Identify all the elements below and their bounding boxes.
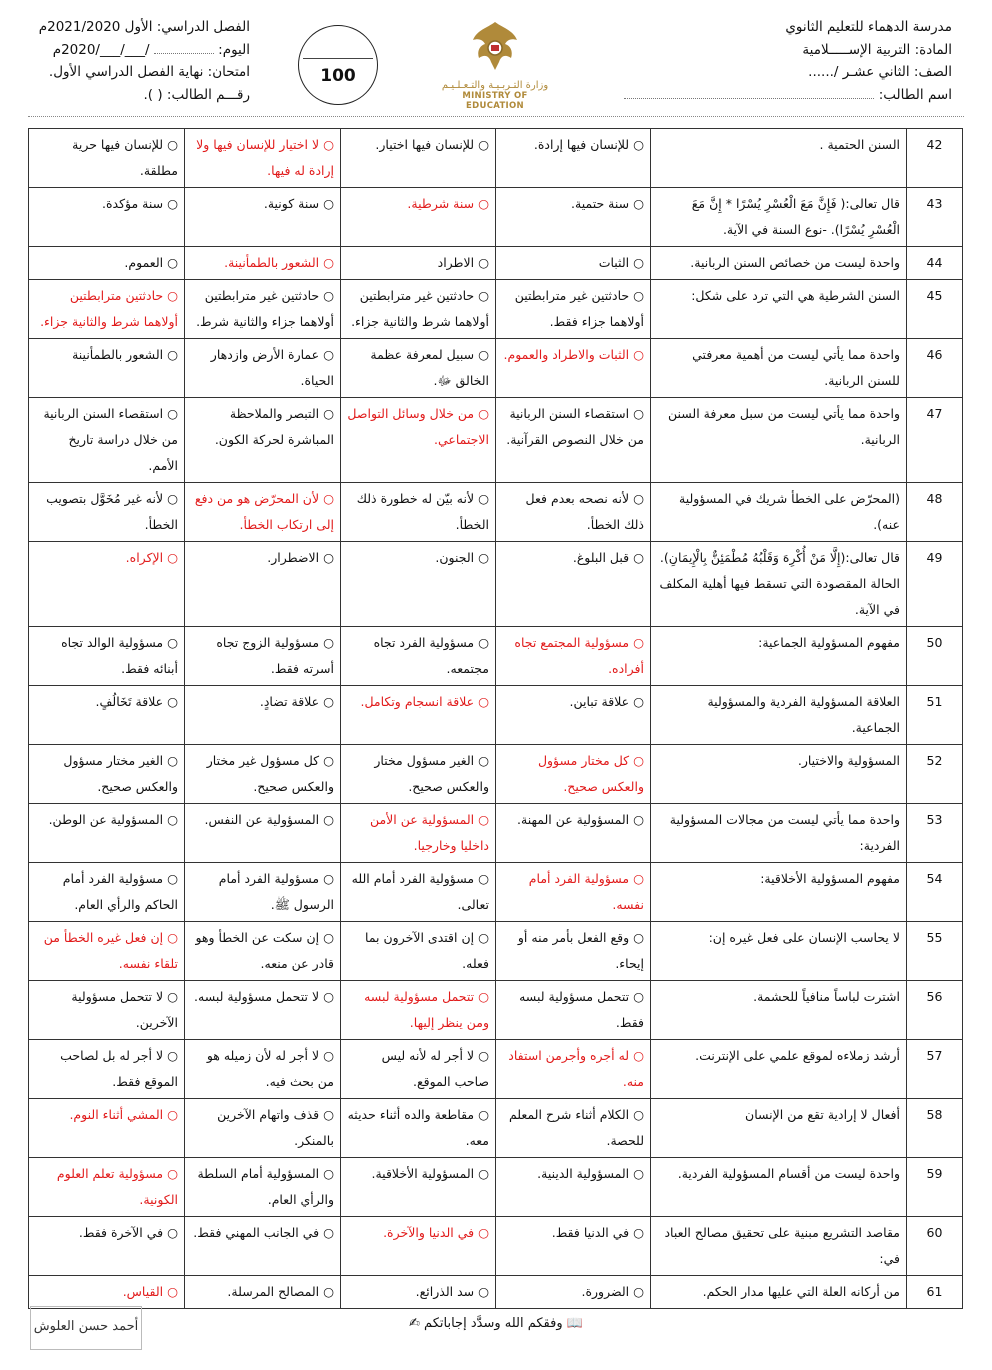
answer-option[interactable]: ○ إن سكت عن الخطأ وهو قادر عن منعه. <box>185 922 341 981</box>
correct-answer-option[interactable]: ○ حادثتين مترابطتين أولاهما شرط والثانية جزاء. <box>29 280 185 339</box>
answer-option[interactable]: ○ في الآخرة فقط. <box>29 1217 185 1276</box>
answer-option[interactable]: ○ قبل البلوغ. <box>496 542 651 627</box>
answer-option[interactable]: ○ لا أجر له بل لصاحب الموقع فقط. <box>29 1040 185 1099</box>
ministry-logo <box>435 18 555 111</box>
score-divider <box>303 58 373 59</box>
question-text: اشترت لباساً منافياً للحشمة. <box>651 981 907 1040</box>
questions-table <box>28 128 963 1309</box>
answer-option[interactable]: ○ عمارة الأرض وازدهار الحياة. <box>185 339 341 398</box>
student-name-field[interactable] <box>624 98 874 99</box>
answer-option[interactable]: ○ حادثتين غير مترابطتين أولاهما جزاء فقط. <box>496 280 651 339</box>
answer-option[interactable]: ○ الغير مسؤول مختار والعكس صحيح. <box>341 745 496 804</box>
answer-option[interactable]: ○ لأنه نصحه بعدم فعل ذلك الخطأ. <box>496 483 651 542</box>
subject-label: المادة: التربية الإســـــلامية <box>802 41 952 58</box>
correct-answer-option[interactable]: ○ الإكراه. <box>29 542 185 627</box>
question-number: 47 <box>907 398 963 483</box>
total-score: 100 <box>320 66 356 86</box>
answer-option[interactable]: ○ إن اقتدى الآخرون بما فعله. <box>341 922 496 981</box>
answer-option[interactable]: ○ علاقة تَخَالُفٍ. <box>29 686 185 745</box>
question-number: 49 <box>907 542 963 627</box>
emblem-icon <box>469 18 521 74</box>
teacher-signature: أحمد حسن العلوش <box>30 1306 142 1350</box>
answer-option[interactable]: ○ المسؤولية عن المهنة. <box>496 804 651 863</box>
question-text: أفعال لا إرادية تقع من الإنسان <box>651 1099 907 1158</box>
answer-option[interactable]: ○ استقصاء السنن الربانية من خلال دراسة تاريخ الأمم. <box>29 398 185 483</box>
question-row <box>29 863 963 922</box>
answer-option[interactable]: ○ سبيل لمعرفة عظمة الخالق ﷻ. <box>341 339 496 398</box>
answer-option[interactable]: ○ مسؤولية الوالد تجاه أبنائه فقط. <box>29 627 185 686</box>
question-text: واحدة ليست من أقسام المسؤولية الفردية. <box>651 1158 907 1217</box>
question-number: 46 <box>907 339 963 398</box>
question-row <box>29 280 963 339</box>
answer-option[interactable]: ○ سد الذرائع. <box>341 1276 496 1309</box>
ministry-arabic: وزارة التـربـيـة والتـعـلـيـم <box>441 80 549 91</box>
correct-answer-option[interactable]: ○ لا اختيار للإنسان فيها ولا إرادة له فيها. <box>185 129 341 188</box>
answer-option[interactable]: ○ لا تتحمل مسؤولية الآخرين. <box>29 981 185 1040</box>
exam-label: امتحان: نهاية الفصل الدراسي الأول. <box>48 64 250 80</box>
answer-option[interactable]: ○ لا أجر له لأنه ليس صاحب الموقع. <box>341 1040 496 1099</box>
question-number: 42 <box>907 129 963 188</box>
question-number: 60 <box>907 1217 963 1276</box>
question-row <box>29 339 963 398</box>
answer-option[interactable]: ○ في الجانب المهني فقط. <box>185 1217 341 1276</box>
correct-answer-option[interactable]: ○ تتحمل مسؤولية لبسه ومن ينظر إليها. <box>341 981 496 1040</box>
question-row <box>29 745 963 804</box>
answer-option[interactable]: ○ المسؤولية عن الوطن. <box>29 804 185 863</box>
answer-option[interactable]: ○ المسؤولية عن النفس. <box>185 804 341 863</box>
answer-option[interactable]: ○ حادثتين غير مترابطتين أولاهما شرط والثانية جزاء. <box>341 280 496 339</box>
day-row <box>30 39 250 62</box>
question-row <box>29 247 963 280</box>
correct-answer-option[interactable]: ○ لأن المحرّض هو من دفع إلى ارتكاب الخطأ. <box>185 483 341 542</box>
answer-option[interactable]: ○ لا تتحمل مسؤولية لبسه. <box>185 981 341 1040</box>
question-text: المسؤولية والاختيار. <box>651 745 907 804</box>
answer-option[interactable]: ○ العموم. <box>29 247 185 280</box>
correct-answer-option[interactable]: ○ من خلال وسائل التواصل الاجتماعي. <box>341 398 496 483</box>
answer-option[interactable]: ○ مسؤولية الفرد أمام الرسول ﷺ. <box>185 863 341 922</box>
student-name-row <box>612 84 952 107</box>
question-row <box>29 1217 963 1276</box>
question-row <box>29 1040 963 1099</box>
correct-answer-option[interactable]: ○ الشعور بالطمأنينة. <box>185 247 341 280</box>
exam-info <box>30 16 250 106</box>
answer-option[interactable]: ○ الجنون. <box>341 542 496 627</box>
questions-body <box>29 129 963 1309</box>
question-number: 58 <box>907 1099 963 1158</box>
question-number: 45 <box>907 280 963 339</box>
question-text: مفهوم المسؤولية الجماعية: <box>651 627 907 686</box>
question-number: 53 <box>907 804 963 863</box>
exam-header <box>0 0 992 118</box>
footer-message: 📖 وفقكم الله وسدَّد إجاباتكم ✍ <box>409 1316 583 1331</box>
grade-label: الصف: الثاني عشـر /...... <box>808 64 952 80</box>
question-text: مفهوم المسؤولية الأخلاقية: <box>651 863 907 922</box>
header-divider <box>28 116 964 117</box>
question-row <box>29 804 963 863</box>
answer-option[interactable]: ○ للإنسان فيها حرية مطلقة. <box>29 129 185 188</box>
answer-option[interactable]: ○ الضرورة. <box>496 1276 651 1309</box>
answer-option[interactable]: ○ مسؤولية الفرد أمام الحاكم والرأي العام. <box>29 863 185 922</box>
school-name: مدرسة الدهماء للتعليم الثانوي <box>785 19 952 35</box>
answer-option[interactable]: ○ علاقة تباين. <box>496 686 651 745</box>
ministry-english: MINISTRY OF EDUCATION <box>462 91 528 111</box>
question-text: مقاصد التشريع مبنية على تحقيق مصالح العباد في: <box>651 1217 907 1276</box>
question-text: أرشد زملاءه لموقع علمي على الإنترنت. <box>651 1040 907 1099</box>
correct-answer-option[interactable]: ○ سنة شرطية. <box>341 188 496 247</box>
correct-answer-option[interactable]: ○ المسؤولية عن الأمن داخليا وخارجيا. <box>341 804 496 863</box>
semester-label: الفصل الدراسي: الأول 2021/2020م <box>38 19 250 35</box>
answer-option[interactable]: ○ الكلام أثناء شرح المعلم للحصة. <box>496 1099 651 1158</box>
answer-option[interactable]: ○ الاطراد <box>341 247 496 280</box>
question-row <box>29 686 963 745</box>
question-text: (المحرّض على الخطأ شريك في المسؤولية عنه). <box>651 483 907 542</box>
correct-answer-option[interactable]: ○ له أجره وأجرمن استفاد منه. <box>496 1040 651 1099</box>
score-circle <box>298 25 378 105</box>
correct-answer-option[interactable]: ○ مسؤولية تعلم العلوم الكونية. <box>29 1158 185 1217</box>
question-text: واحدة مما يأتي ليست من مجالات المسؤولية الفردية: <box>651 804 907 863</box>
answer-option[interactable]: ○ الغير مختار مسؤول والعكس صحيح. <box>29 745 185 804</box>
question-row <box>29 1276 963 1309</box>
question-number: 61 <box>907 1276 963 1309</box>
question-row <box>29 627 963 686</box>
answer-option[interactable]: ○ الثبات <box>496 247 651 280</box>
correct-answer-option[interactable]: ○ المشي أثناء النوم. <box>29 1099 185 1158</box>
question-text: واحدة مما يأتي ليست من سبل معرفة السنن الربانية. <box>651 398 907 483</box>
correct-answer-option[interactable]: ○ الثبات والاطراد والعموم. <box>496 339 651 398</box>
question-text: واحدة ليست من خصائص السنن الربانية. <box>651 247 907 280</box>
question-number: 44 <box>907 247 963 280</box>
question-number: 43 <box>907 188 963 247</box>
question-row <box>29 483 963 542</box>
question-text: قال تعالى:( فَإِنَّ مَعَ الْعُسْرِ يُسْرًا * إِنَّ مَعَ الْعُسْرِ يُسْرًا). -نوع السنة في الآية. <box>651 188 907 247</box>
correct-answer-option[interactable]: ○ القياس. <box>29 1276 185 1309</box>
answer-option[interactable]: ○ الشعور بالطمأنينة <box>29 339 185 398</box>
answer-option[interactable]: ○ استقصاء السنن الربانية من خلال النصوص القرآنية. <box>496 398 651 483</box>
question-row <box>29 1158 963 1217</box>
day-label: اليوم: <box>218 41 250 58</box>
answer-option[interactable]: ○ تتحمل مسؤولية لبسه فقط. <box>496 981 651 1040</box>
correct-answer-option[interactable]: ○ إن فعل غيره الخطأ من تلقاء نفسه. <box>29 922 185 981</box>
question-row <box>29 129 963 188</box>
question-number: 52 <box>907 745 963 804</box>
answer-option[interactable]: ○ في الدنيا فقط. <box>496 1217 651 1276</box>
question-number: 55 <box>907 922 963 981</box>
date-field[interactable]: /___/___/2020م <box>52 41 150 58</box>
answer-option[interactable]: ○ للإنسان فيها اختيار. <box>341 129 496 188</box>
question-text: من أركانه العلة التي عليها مدار الحكم. <box>651 1276 907 1309</box>
answer-option[interactable]: ○ وقع الفعل بأمر منه أو إيحاء. <box>496 922 651 981</box>
question-number: 50 <box>907 627 963 686</box>
question-text: السنن الشرطية هي التي ترد على شكل: <box>651 280 907 339</box>
question-row <box>29 922 963 981</box>
question-row <box>29 981 963 1040</box>
question-text: واحدة مما يأتي ليست من أهمية معرفتي للسنن الربانية. <box>651 339 907 398</box>
answer-option[interactable]: ○ الاضطرار. <box>185 542 341 627</box>
question-text: لا يحاسب الإنسان على فعل غيره إن: <box>651 922 907 981</box>
correct-answer-option[interactable]: ○ في الدنيا والآخرة. <box>341 1217 496 1276</box>
answer-option[interactable]: ○ المسؤولية الأخلاقية. <box>341 1158 496 1217</box>
correct-answer-option[interactable]: ○ علاقة انسجام وتكامل. <box>341 686 496 745</box>
answer-option[interactable]: ○ مسؤولية الفرد أمام الله تعالى. <box>341 863 496 922</box>
school-info <box>612 16 952 106</box>
correct-answer-option[interactable]: ○ مسؤولية المجتمع تجاه أفراده. <box>496 627 651 686</box>
answer-option[interactable]: ○ مسؤولية الفرد تجاه مجتمعه. <box>341 627 496 686</box>
answer-option[interactable]: ○ مسؤولية الزوج تجاه أسرته فقط. <box>185 627 341 686</box>
question-number: 51 <box>907 686 963 745</box>
answer-option[interactable]: ○ لأنه غير مُخَوَّل بتصويب الخطأ. <box>29 483 185 542</box>
day-field[interactable] <box>154 53 214 54</box>
answer-option[interactable]: ○ مقاطعة والده أثناء حديثه معه. <box>341 1099 496 1158</box>
answer-option[interactable]: ○ لأنه بيّن له خطورة ذلك الخطأ. <box>341 483 496 542</box>
answer-option[interactable]: ○ لا أجر له لأن زميله هو من بحث فيه. <box>185 1040 341 1099</box>
answer-option[interactable]: ○ التبصر والملاحظة المباشرة لحركة الكون. <box>185 398 341 483</box>
question-text: السنن الحتمية . <box>651 129 907 188</box>
question-row <box>29 398 963 483</box>
question-row <box>29 542 963 627</box>
question-text: العلاقة المسؤولية الفردية والمسؤولية الجماعية. <box>651 686 907 745</box>
answer-option[interactable]: ○ حادثتين غير مترابطتين أولاهما جزاء والثانية شرط. <box>185 280 341 339</box>
answer-option[interactable]: ○ للإنسان فيها إرادة. <box>496 129 651 188</box>
correct-answer-option[interactable]: ○ كل مختار مسؤول والعكس صحيح. <box>496 745 651 804</box>
question-number: 48 <box>907 483 963 542</box>
student-name-label: اسم الطالب: <box>878 86 952 103</box>
correct-answer-option[interactable]: ○ مسؤولية الفرد أمام نفسه. <box>496 863 651 922</box>
answer-option[interactable]: ○ المسؤولية الدينية. <box>496 1158 651 1217</box>
answer-option[interactable]: ○ سنة حتمية. <box>496 188 651 247</box>
answer-option[interactable]: ○ قذف واتهام الآخرين بالمنكر. <box>185 1099 341 1158</box>
question-number: 56 <box>907 981 963 1040</box>
answer-option[interactable]: ○ سنة كونية. <box>185 188 341 247</box>
question-number: 57 <box>907 1040 963 1099</box>
question-number: 54 <box>907 863 963 922</box>
question-number: 59 <box>907 1158 963 1217</box>
question-text: قال تعالى:(إِلَّا مَنْ أُكْرِهَ وَقَلْبُهُ مُطْمَئِنٌّ بِالْإِيمَانِ). الحالة المقصودة التي تسقط فيها أهلية المكلف في الآية. <box>651 542 907 627</box>
answer-option[interactable]: ○ سنة مؤكدة. <box>29 188 185 247</box>
answer-option[interactable]: ○ علاقة تضادٍ. <box>185 686 341 745</box>
seat-label: رقـــم الطالب: ( ). <box>143 86 250 103</box>
answer-option[interactable]: ○ المسؤولية أمام السلطة والرأي العام. <box>185 1158 341 1217</box>
question-row <box>29 1099 963 1158</box>
question-row <box>29 188 963 247</box>
answer-option[interactable]: ○ كل مسؤول غير مختار والعكس صحيح. <box>185 745 341 804</box>
answer-option[interactable]: ○ المصالح المرسلة. <box>185 1276 341 1309</box>
